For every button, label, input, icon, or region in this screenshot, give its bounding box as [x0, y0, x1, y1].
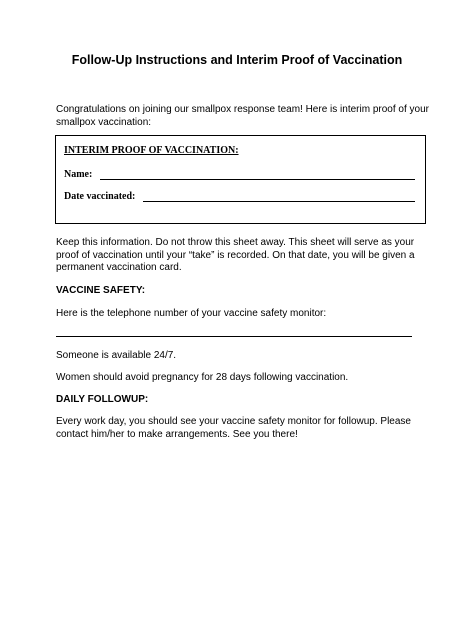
page-title: Follow-Up Instructions and Interim Proof of Vaccination [71, 53, 403, 67]
date-vaccinated-field[interactable] [64, 191, 415, 202]
vaccine-safety-heading: VACCINE SAFETY: [56, 285, 146, 296]
name-blank-line[interactable] [100, 170, 415, 180]
phone-instruction: Here is the telephone number of your vaccine safety monitor: [56, 308, 327, 319]
daily-followup-text: Every work day, you should see your vaccine safety monitor for followup. Please contact him/her to make arrangements. See you there! [56, 416, 411, 440]
intro-paragraph: Congratulations on joining our smallpox response team! Here is interim proof of your smallpox vaccination: [56, 104, 429, 128]
interim-proof-box [55, 135, 426, 224]
name-label: Name: [64, 169, 93, 180]
proof-box-heading: INTERIM PROOF OF VACCINATION: [64, 145, 239, 156]
date-vaccinated-label: Date vaccinated: [64, 191, 136, 202]
availability-text: Someone is available 24/7. [56, 350, 177, 361]
keep-info-paragraph: Keep this information. Do not throw this sheet away. This sheet will serve as your proof of vaccination until your “take” is recorded. On that date, you will be given a permanent vaccination card. [56, 237, 415, 273]
name-field[interactable] [64, 169, 415, 180]
daily-followup-heading: DAILY FOLLOWUP: [56, 394, 149, 405]
pregnancy-warning: Women should avoid pregnancy for 28 days following vaccination. [56, 372, 349, 383]
date-blank-line[interactable] [143, 192, 415, 202]
phone-blank-line[interactable] [56, 336, 412, 337]
